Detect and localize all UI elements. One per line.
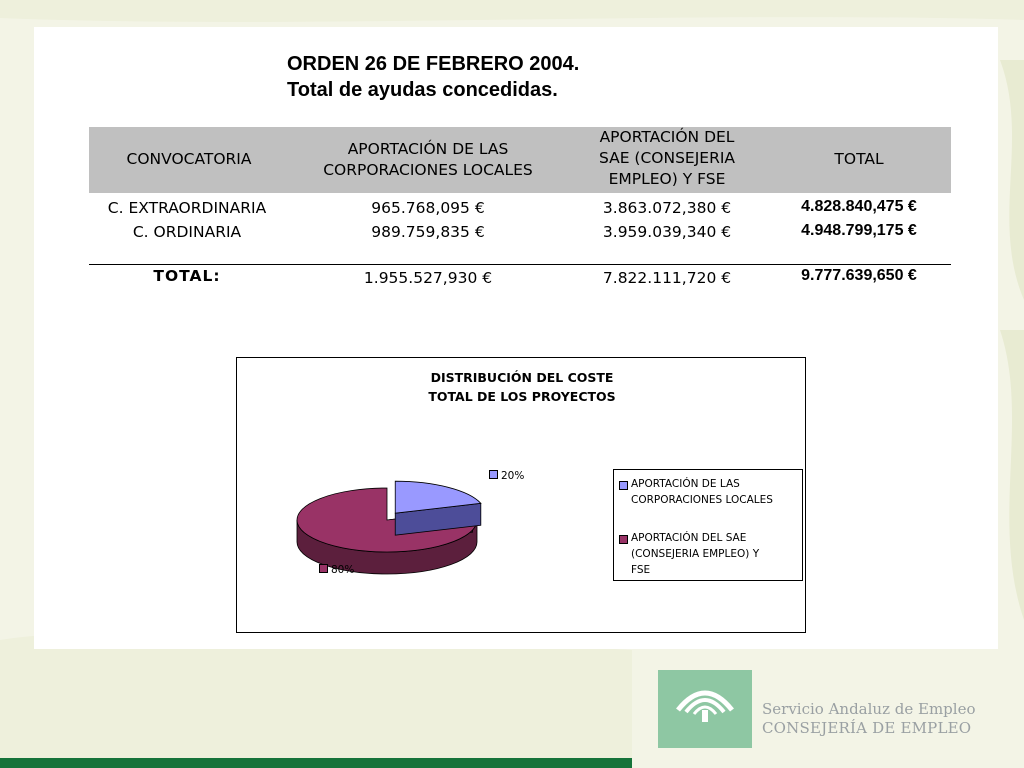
- total-divider: [89, 264, 951, 265]
- total-sae: 7.822.111,720 €: [602, 269, 732, 287]
- total-corporaciones: 1.955.527,930 €: [363, 269, 493, 287]
- title-line-1: ORDEN 26 DE FEBRERO 2004.: [287, 53, 580, 75]
- table-cell: 3.959.039,340 €: [602, 223, 732, 241]
- header-convocatoria: CONVOCATORIA: [126, 150, 252, 168]
- header-total: TOTAL: [834, 150, 884, 168]
- table-cell: 965.768,095 €: [371, 199, 485, 217]
- junta-andalucia-logo: [658, 670, 752, 748]
- table-cell: C. EXTRAORDINARIA: [107, 199, 267, 217]
- brand-text: [762, 700, 1012, 738]
- data-label-20: 20%: [489, 470, 524, 482]
- page-title: [287, 51, 807, 103]
- legend-swatch: [619, 535, 628, 544]
- table-cell: 4.948.799,175 €: [801, 222, 917, 239]
- table-header: [89, 127, 951, 193]
- logo-arches-icon: [658, 670, 752, 748]
- label-swatch: [319, 564, 328, 573]
- table-cell: 4.828.840,475 €: [801, 198, 917, 215]
- label-swatch: [489, 470, 498, 479]
- pie-plot: [257, 458, 557, 618]
- table-cell: 989.759,835 €: [371, 223, 485, 241]
- chart-legend: APORTACIÓN DE LAS CORPORACIONES LOCALES APORTACIÓN DEL SAE (CONSEJERIA EMPLEO) Y FSE: [613, 469, 803, 581]
- data-label-80: 80%: [319, 564, 354, 576]
- legend-swatch: [619, 481, 628, 490]
- header-sae: APORTACIÓN DEL SAE (CONSEJERIA EMPLEO) Y FSE: [598, 128, 736, 188]
- chart-title: DISTRIBUCIÓN DEL COSTE TOTAL DE LOS PROYECTOS: [428, 370, 616, 404]
- title-line-2: Total de ayudas concedidas.: [287, 79, 558, 101]
- slide-content: [34, 27, 998, 649]
- header-corporaciones: APORTACIÓN DE LAS CORPORACIONES LOCALES: [323, 140, 533, 179]
- total-label: TOTAL:: [153, 267, 221, 285]
- table-cell: C. ORDINARIA: [132, 223, 242, 241]
- pie-slice-0: [395, 481, 481, 535]
- pie-chart: [236, 357, 806, 633]
- footer-stripe: [0, 758, 632, 768]
- table-cell: 3.863.072,380 €: [602, 199, 732, 217]
- brand-ministry: CONSEJERÍA DE EMPLEO: [762, 719, 972, 737]
- total-grand: 9.777.639,650 €: [801, 267, 917, 284]
- brand-service: Servicio Andaluz de Empleo: [762, 700, 976, 718]
